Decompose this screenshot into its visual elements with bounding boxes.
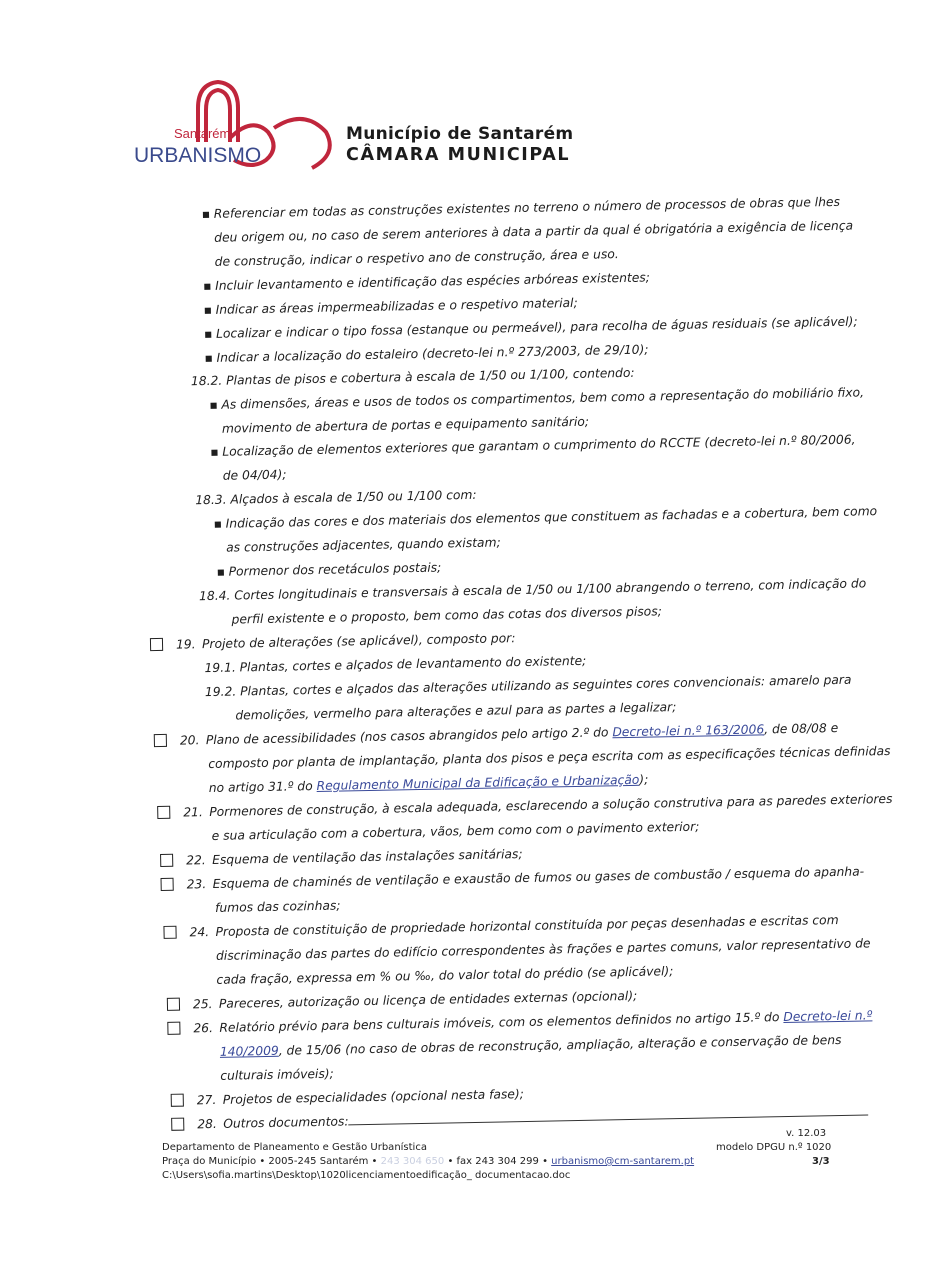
list-item: ▪ Localizar e indicar o tipo fossa (estanque ou permeável), para recolha de águas residuais (se aplicável); [203,314,858,342]
subsection-18-4: 18.4. Cortes longitudinais e transversais à escala de 1/50 ou 1/100 abrangendo o terreno, com indicação do [198,576,867,604]
checkbox-item-26[interactable] [167,1022,180,1035]
item-number: 21. [183,805,203,820]
item-20-text: Plano de acessibilidades (nos casos abrangidos pelo artigo 2.º do Decreto-lei n.º 163/2006, de 08/08 e [205,720,839,748]
footer-email-link[interactable]: urbanismo@cm-santarem.pt [551,1156,695,1167]
footer-phone: 243 304 650 [380,1156,445,1167]
item-number: 27. [196,1092,217,1108]
decreto-lei-140-2009-link[interactable]: Decreto-lei n.º [783,1008,873,1025]
list-item: ▪ Indicar a localização do estaleiro (decreto-lei n.º 273/2003, de 29/10); [204,342,649,366]
checkbox-item-23[interactable] [161,878,174,891]
item-number: 24. [189,925,210,940]
item-continuation: cada fração, expressa em % ou ‰, do valor total do prédio (se aplicável); [216,964,674,987]
item-24-text: Proposta de constituição de propriedade horizontal constituída por peças desenhadas e escritas com [215,912,839,939]
item-number: 22. [186,853,206,868]
list-item-continuation: movimento de abertura de portas e equipamento sanitário; [221,414,590,436]
list-item: ▪ Incluir levantamento e identificação das espécies arbóreas existentes; [203,270,651,294]
item-23-text: Esquema de chaminés de ventilação e exaustão de fumos ou gases de combustão / esquema do apanha- [212,864,865,891]
list-item-continuation: de construção, indicar o respetivo ano de construção, área e uso. [214,247,619,269]
subsection-continuation: perfil existente e o proposto, bem como das cotas dos diversos pisos; [231,604,662,627]
urbanismo-logo [134,68,344,172]
footer-file-path: C:\Users\sofia.martins\Desktop\1020licenciamentoedificação_ documentacao.doc [162,1170,571,1181]
subsection-continuation: demolições, vermelho para alterações e azul para as partes a legalizar; [235,700,677,723]
checkbox-item-22[interactable] [160,854,173,867]
checkbox-item-24[interactable] [163,926,176,939]
checkbox-item-19[interactable] [150,638,163,651]
list-item: ▪ Pormenor dos recetáculos postais; [216,560,442,579]
list-item: ▪ Indicação das cores e dos materiais dos elementos que constituem as fachadas e a cobertura, bem como [213,504,878,531]
item-19-text: Projeto de alterações (se aplicável), composto por: [201,631,516,652]
decreto-lei-163-2006-link[interactable]: Decreto-lei n.º 163/2006 [612,722,765,740]
checkbox-item-28[interactable] [171,1118,184,1131]
item-22-text: Esquema de ventilação das instalações sanitárias; [212,847,523,867]
checkbox-item-27[interactable] [171,1094,184,1107]
item-25-text: Pareceres, autorização ou licença de entidades externas (opcional); [218,988,638,1011]
decreto-lei-140-2009-link-cont[interactable]: 140/2009 [219,1043,279,1059]
checkbox-item-20[interactable] [154,734,167,747]
council-name: CÂMARA MUNICIPAL [346,145,571,165]
municipality-heading [346,124,573,165]
list-item-continuation: de 04/04); [222,467,287,483]
footer-address-line: Praça do Município • 2005-245 Santarém • 243 304 650 • fax 243 304 299 • urbanismo@cm-santarem.pt [162,1156,695,1167]
footer-version: v. 12.03 [786,1128,827,1139]
list-item: ▪ Indicar as áreas impermeabilizadas e o respetivo material; [203,295,578,318]
item-number: 20. [179,733,200,748]
item-number: 25. [192,997,213,1012]
checkbox-item-21[interactable] [157,806,170,819]
item-number: 26. [193,1021,214,1036]
list-item: ▪ Localização de elementos exteriores que garantam o cumprimento do RCCTE (decreto-lei n.º 80/2006, [210,432,856,459]
footer-page-number: 3/3 [812,1156,830,1167]
item-27-text: Projetos de especialidades (opcional nesta fase); [222,1087,524,1107]
item-continuation: culturais imóveis); [220,1066,334,1083]
subsection-18-2: 18.2. Plantas de pisos e cobertura à escala de 1/50 ou 1/100, contendo: [190,365,635,389]
regulamento-municipal-link[interactable]: Regulamento Municipal da Edificação e Urbanização [316,772,640,793]
item-continuation: fumos das cozinhas; [214,898,341,915]
item-continuation: e sua articulação com a cobertura, vãos, bem como com o pavimento exterior; [211,819,700,843]
item-continuation: composto por planta de implantação, planta dos pisos e peça escrita com as especificações técnicas definidas [208,743,891,772]
item-26-text: Relatório prévio para bens culturais imóveis, com os elementos definidos no artigo 15.º do Decreto-lei n.º [219,1008,873,1035]
item-continuation: discriminação das partes do edifício correspondentes às frações e partes comuns, valor representativo de [215,936,871,963]
checkbox-item-25[interactable] [167,998,180,1011]
logo-bottom-text: URBANISMO [134,144,262,167]
footer-model: modelo DPGU n.º 1020 [716,1142,832,1153]
subsection-19-1: 19.1. Plantas, cortes e alçados de levantamento do existente; [204,653,587,676]
list-item: ▪ As dimensões, áreas e usos de todos os compartimentos, bem como a representação do mobiliário fixo, [209,385,865,412]
item-number: 28. [197,1116,217,1132]
item-continuation: no artigo 31.º do Regulamento Municipal da Edificação e Urbanização); [208,772,649,796]
footer-department: Departamento de Planeamento e Gestão Urbanística [162,1142,427,1153]
subsection-18-3: 18.3. Alçados à escala de 1/50 ou 1/100 com: [195,487,477,508]
subsection-19-2: 19.2. Plantas, cortes e alçados das alterações utilizando as seguintes cores convencionais: amarelo para [204,672,852,700]
item-number: 23. [186,877,207,892]
list-item-continuation: deu origem ou, no caso de serem anteriores à data a partir da qual é obrigatória a exigência de licença [214,218,854,245]
item-number: 19. [175,637,196,652]
list-item-continuation: as construções adjacentes, quando existam; [226,535,501,555]
logo-top-text: Santarém [174,126,231,141]
item-28-text: Outros documentos: [223,1102,869,1133]
municipality-name: Município de Santarém [346,124,574,144]
item-21-text: Pormenores de construção, à escala adequada, esclarecendo a solução construtiva para as paredes exteriores [209,791,893,820]
list-item: ▪ Referenciar em todas as construções existentes no terreno o número de processos de obras que lhes [201,194,841,222]
item-continuation: 140/2009, de 15/06 (no caso de obras de reconstrução, ampliação, alteração e conservação de bens [219,1032,842,1059]
